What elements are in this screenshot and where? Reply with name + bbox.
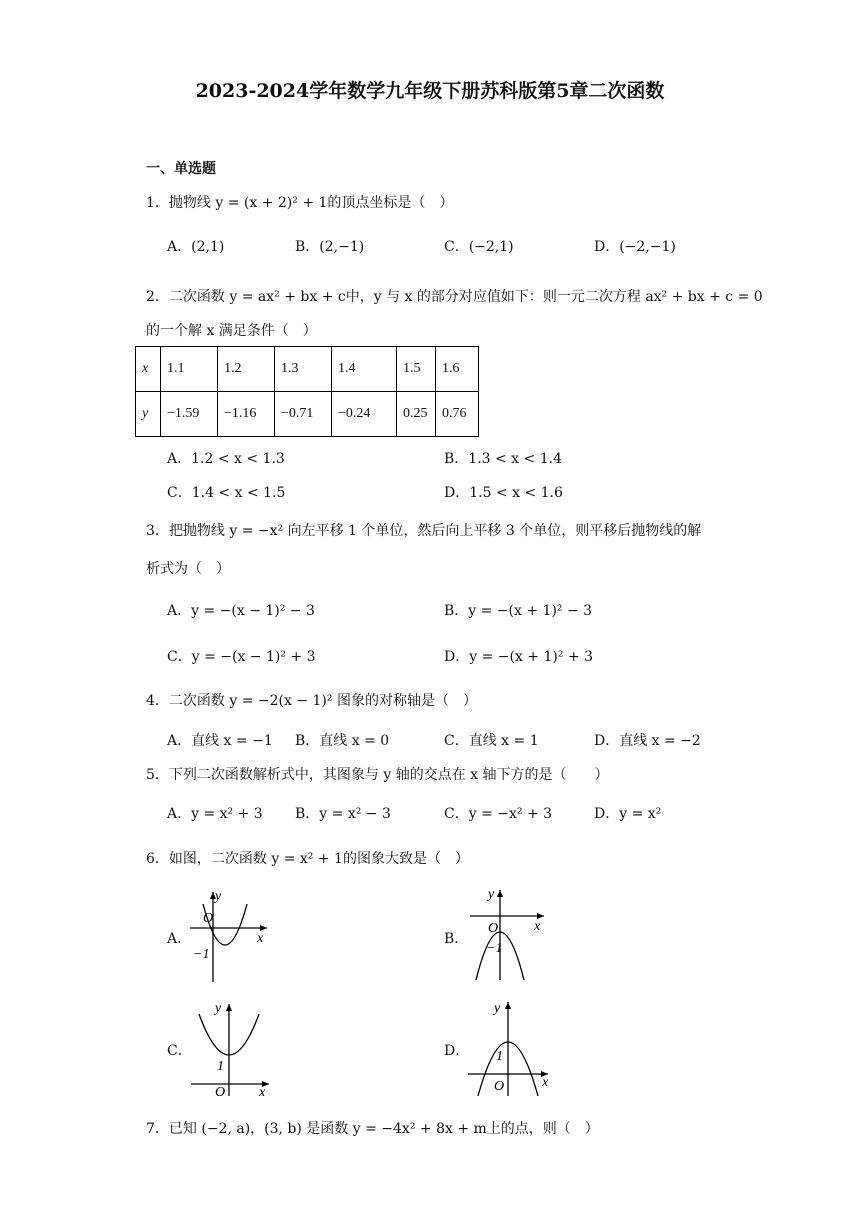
question-6-stem: 6．如图，二次函数 y = x² + 1的图象大致是（ ） [146,851,469,867]
origin-label: O [215,1085,226,1098]
value-table [135,346,479,437]
axis-label-x: x [534,919,541,934]
origin-label: O [488,921,499,936]
table-cell: −1.16 [218,392,275,437]
table-header-x: x [136,347,161,392]
q6-option-a[interactable]: A． [167,931,192,947]
axis-label-y: y [488,887,495,902]
y-axis-arrow [226,1004,232,1011]
q5-option-c[interactable]: C．y = −x² + 3 [444,806,553,822]
tick-label-one: 1 [217,1059,224,1074]
q1-option-d[interactable]: D．(−2,−1) [594,239,676,255]
question-4-stem: 4．二次函数 y = −2(x − 1)² 图象的对称轴是（ ） [146,693,477,709]
table-cell: −1.59 [161,392,218,437]
q6-option-c[interactable]: C． [167,1043,192,1059]
q2-option-b[interactable]: B．1.3 < x < 1.4 [444,451,562,467]
axis-label-x: x [257,931,264,946]
q3-option-c[interactable]: C．y = −(x − 1)² + 3 [167,649,316,665]
axis-label-x: x [542,1075,549,1090]
axis-label-x: x [259,1085,266,1098]
table-cell: 1.3 [275,347,332,392]
table-cell: 1.4 [332,347,397,392]
q4-option-d[interactable]: D．直线 x = −2 [594,733,701,749]
table-header-y: y [136,392,161,437]
graph-b [462,884,557,984]
q2-option-d[interactable]: D．1.5 < x < 1.6 [444,485,563,501]
table-cell: −0.71 [275,392,332,437]
table-cell: 1.5 [397,347,436,392]
tick-label-one: 1 [496,1049,503,1064]
question-3-stem-line2: 析式为（ ） [146,561,230,577]
q3-option-a[interactable]: A．y = −(x − 1)² − 3 [167,603,315,619]
y-axis-arrow [505,1002,511,1009]
table-cell: 1.6 [436,347,479,392]
q2-option-c[interactable]: C．1.4 < x < 1.5 [167,485,286,501]
graph-d [462,996,557,1100]
table-cell: −0.24 [332,392,397,437]
q5-option-b[interactable]: B．y = x² − 3 [295,806,391,822]
q6-option-b[interactable]: B． [444,931,469,947]
q5-option-a[interactable]: A．y = x² + 3 [167,806,263,822]
q1-option-a[interactable]: A．(2,1) [167,239,225,255]
tick-label-neg1: −1 [193,947,210,962]
q4-option-c[interactable]: C．直线 x = 1 [444,733,539,749]
q2-option-a[interactable]: A．1.2 < x < 1.3 [167,451,285,467]
table-cell: 0.76 [436,392,479,437]
tick-label-neg1: −1 [486,941,503,956]
question-1-stem: 1．抛物线 y = (x + 2)² + 1的顶点坐标是（ ） [146,195,454,211]
table-row-x [136,347,479,392]
q1-option-c[interactable]: C．(−2,1) [444,239,514,255]
graph-c [185,998,280,1098]
q5-option-d[interactable]: D．y = x² [594,806,662,822]
q3-option-d[interactable]: D．y = −(x + 1)² + 3 [444,649,594,665]
table-cell: 0.25 [397,392,436,437]
q4-option-b[interactable]: B．直线 x = 0 [295,733,390,749]
graph-a [185,886,275,986]
axis-label-y: y [494,1001,501,1016]
y-axis-arrow [497,890,503,897]
table-cell: 1.2 [218,347,275,392]
table-cell: 1.1 [161,347,218,392]
question-5-stem: 5．下列二次函数解析式中，其图象与 y 轴的交点在 x 轴下方的是（ ） [146,767,609,783]
page-title: 2023-2024学年数学九年级下册苏科版第5章二次函数 [195,80,665,102]
axis-label-y: y [215,1001,222,1016]
q4-option-a[interactable]: A．直线 x = −1 [167,733,273,749]
section-heading: 一、单选题 [146,161,216,177]
q3-option-b[interactable]: B．y = −(x + 1)² − 3 [444,603,593,619]
origin-label: O [494,1079,505,1094]
q1-option-b[interactable]: B．(2,−1) [295,239,365,255]
q6-option-d[interactable]: D． [444,1043,470,1059]
axis-label-y: y [215,889,222,904]
origin-label: O [203,911,214,926]
question-3-stem-line1: 3．把抛物线 y = −x² 向左平移 1 个单位，然后向上平移 3 个单位，则平移后抛物线的解 [146,523,702,539]
question-7-stem: 7．已知 (−2, a)，(3, b) 是函数 y = −4x² + 8x + m上的点，则（ ） [146,1121,599,1137]
question-2-stem-line1: 2．二次函数 y = ax² + bx + c中，y 与 x 的部分对应值如下：则一元二次方程 ax² + bx + c = 0 [146,289,763,305]
question-2-stem-line2: 的一个解 x 满足条件（ ） [146,323,317,339]
table-row-y [136,392,479,437]
